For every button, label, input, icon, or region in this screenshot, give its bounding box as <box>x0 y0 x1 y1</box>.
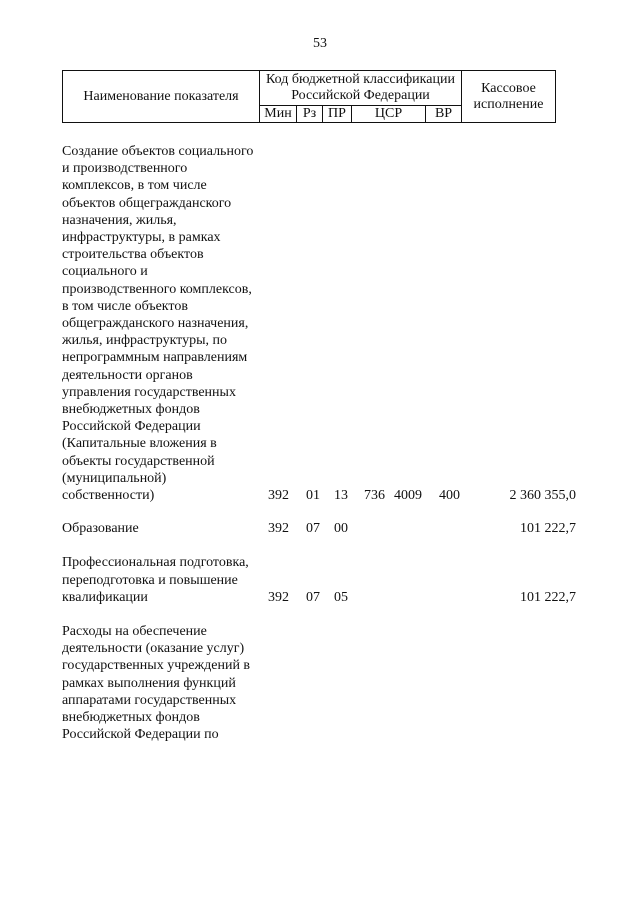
table-row <box>62 520 582 537</box>
cell-pr: 13 <box>334 488 348 504</box>
cell-cash-sum: 101 222,7 <box>520 589 576 605</box>
row-name: Профессиональная подготовка, переподготовка и повышение квалификации <box>62 555 249 605</box>
page-number: 53 <box>313 36 327 51</box>
cell-min: 392 <box>268 521 289 537</box>
cell-vr: 400 <box>439 488 460 504</box>
cell-pr: 05 <box>334 589 348 605</box>
header-csr: ЦСР <box>352 106 426 123</box>
cell-csr-part2: 4009 <box>394 488 422 504</box>
header-cash-column: Кассовое исполнение <box>462 71 556 123</box>
cell-rz: 07 <box>306 589 320 605</box>
row-name: Расходы на обеспечение деятельности (оказание услуг) государственных учреждений в рамках выполнения функций аппаратами государственных внебюджетных фондов Российской Федерации по <box>62 624 251 743</box>
header-rz: Рз <box>297 106 323 123</box>
cell-cash-sum: 2 360 355,0 <box>509 488 576 504</box>
row-name: Создание объектов социального и производственного комплексов, в том числе объектов общегражданского назначения, жилья, инфраструктуры, в рамках строительства объектов социального и производственного комплексов, в том числе объектов общегражданского назначения, жилья, инфраструктуры, по непрограммным направлениям деятельности органов управления государственных внебюджетных фондов Российской Федерации (Капитальные вложения в объекты государственной (муниципальной) собственности) <box>62 144 254 504</box>
header-code-group: Код бюджетной классификации Российской Федерации <box>260 71 462 106</box>
table-header <box>62 70 556 123</box>
cell-cash-sum: 101 222,7 <box>520 521 576 537</box>
table-row <box>62 554 582 606</box>
cell-csr-part1: 736 <box>364 488 385 504</box>
cell-pr: 00 <box>334 521 348 537</box>
cell-min: 392 <box>268 589 289 605</box>
table-row <box>62 623 582 743</box>
header-vr: ВР <box>426 106 462 123</box>
cell-rz: 07 <box>306 521 320 537</box>
table-body <box>62 125 582 744</box>
table-row <box>62 143 582 504</box>
header-pr: ПР <box>323 106 352 123</box>
header-name-column: Наименование показателя <box>63 71 260 123</box>
cell-min: 392 <box>268 488 289 504</box>
header-min: Мин <box>260 106 297 123</box>
row-name: Образование <box>62 521 139 537</box>
cell-rz: 01 <box>306 488 320 504</box>
